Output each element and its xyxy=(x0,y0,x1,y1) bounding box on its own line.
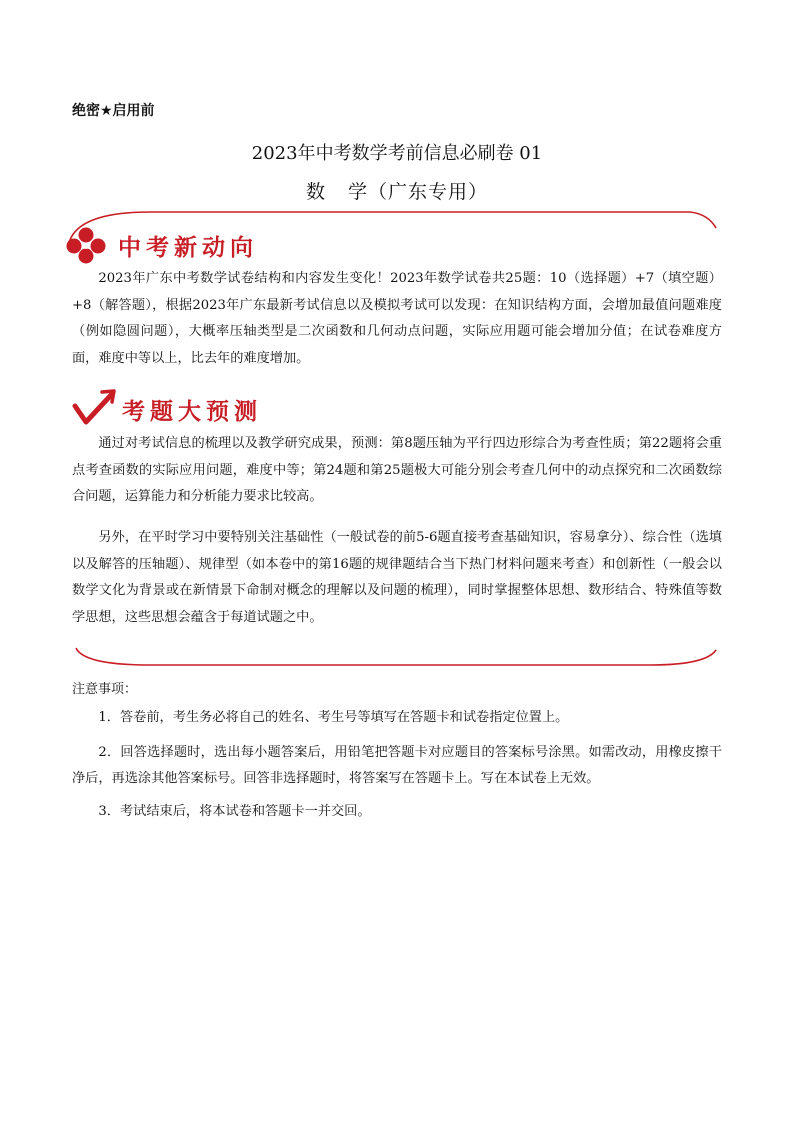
section-heading-predictions: 考题大预测 xyxy=(122,399,262,425)
note-item-3: 3．考试结束后，将本试卷和答题卡一并交回。 xyxy=(98,804,371,819)
subject-rest: 学（广东专用） xyxy=(348,181,489,203)
note-item-2: 2．回答选择题时，选出每小题答案后，用铅笔把答题卡对应题目的答案标号涂黑。如需改动，用橡皮擦干净后，再选涂其他答案标号。回答非选择题时，将答案写在答题卡上。写在本试卷上无效。 xyxy=(72,745,722,786)
subject-char: 数 xyxy=(305,181,326,203)
secret-label: 绝密★启用前 xyxy=(72,103,155,119)
section-heading-trends: 中考新动向 xyxy=(118,235,258,261)
check-arrow-icon xyxy=(72,388,118,428)
trends-paragraph: 2023年广东中考数学试卷结构和内容发生变化！2023年数学试卷共25题：10（选择题）+7（填空题）+8（解答题），根据2023年广东最新考试信息以及模拟考试可以发现：在知识结构方面，会增加最值问题难度（例如隐圆问题），大概率压轴类型是二次函数和几何动点问题，实际应用题可能会增加分值；在试卷难度方面，难度中等以上，比去年的难度增加。 xyxy=(72,271,722,366)
clover-icon xyxy=(64,226,108,264)
notes-title: 注意事项： xyxy=(72,682,138,697)
predictions-paragraph-2: 另外，在平时学习中要特别关注基础性（一般试卷的前5-6题直接考查基础知识，容易拿分）、综合性（选填以及解答的压轴题）、规律型（如本卷中的第16题的规律题结合当下热门材料问题来考查）和创新性（一般会以数学文化为背景或在新情景下命制对概念的理解以及问题的梳理），同时掌握整体思想、数形结合、特殊值等数学思想，这些思想会蕴含于每道试题之中。 xyxy=(72,530,722,625)
predictions-paragraph-1: 通过对考试信息的梳理以及教学研究成果，预测：第8题压轴为平行四边形综合为考查性质；第22题将会重点考查函数的实际应用问题，难度中等；第24题和第25题极大可能分别会考查几何中的动点探究和二次函数综合问题，运算能力和分析能力要求比较高。 xyxy=(72,436,722,504)
note-item-1: 1．答卷前，考生务必将自己的姓名、考生号等填写在答题卡和试卷指定位置上。 xyxy=(98,710,569,725)
page-title: 2023年中考数学考前信息必刷卷 01 xyxy=(251,143,543,164)
